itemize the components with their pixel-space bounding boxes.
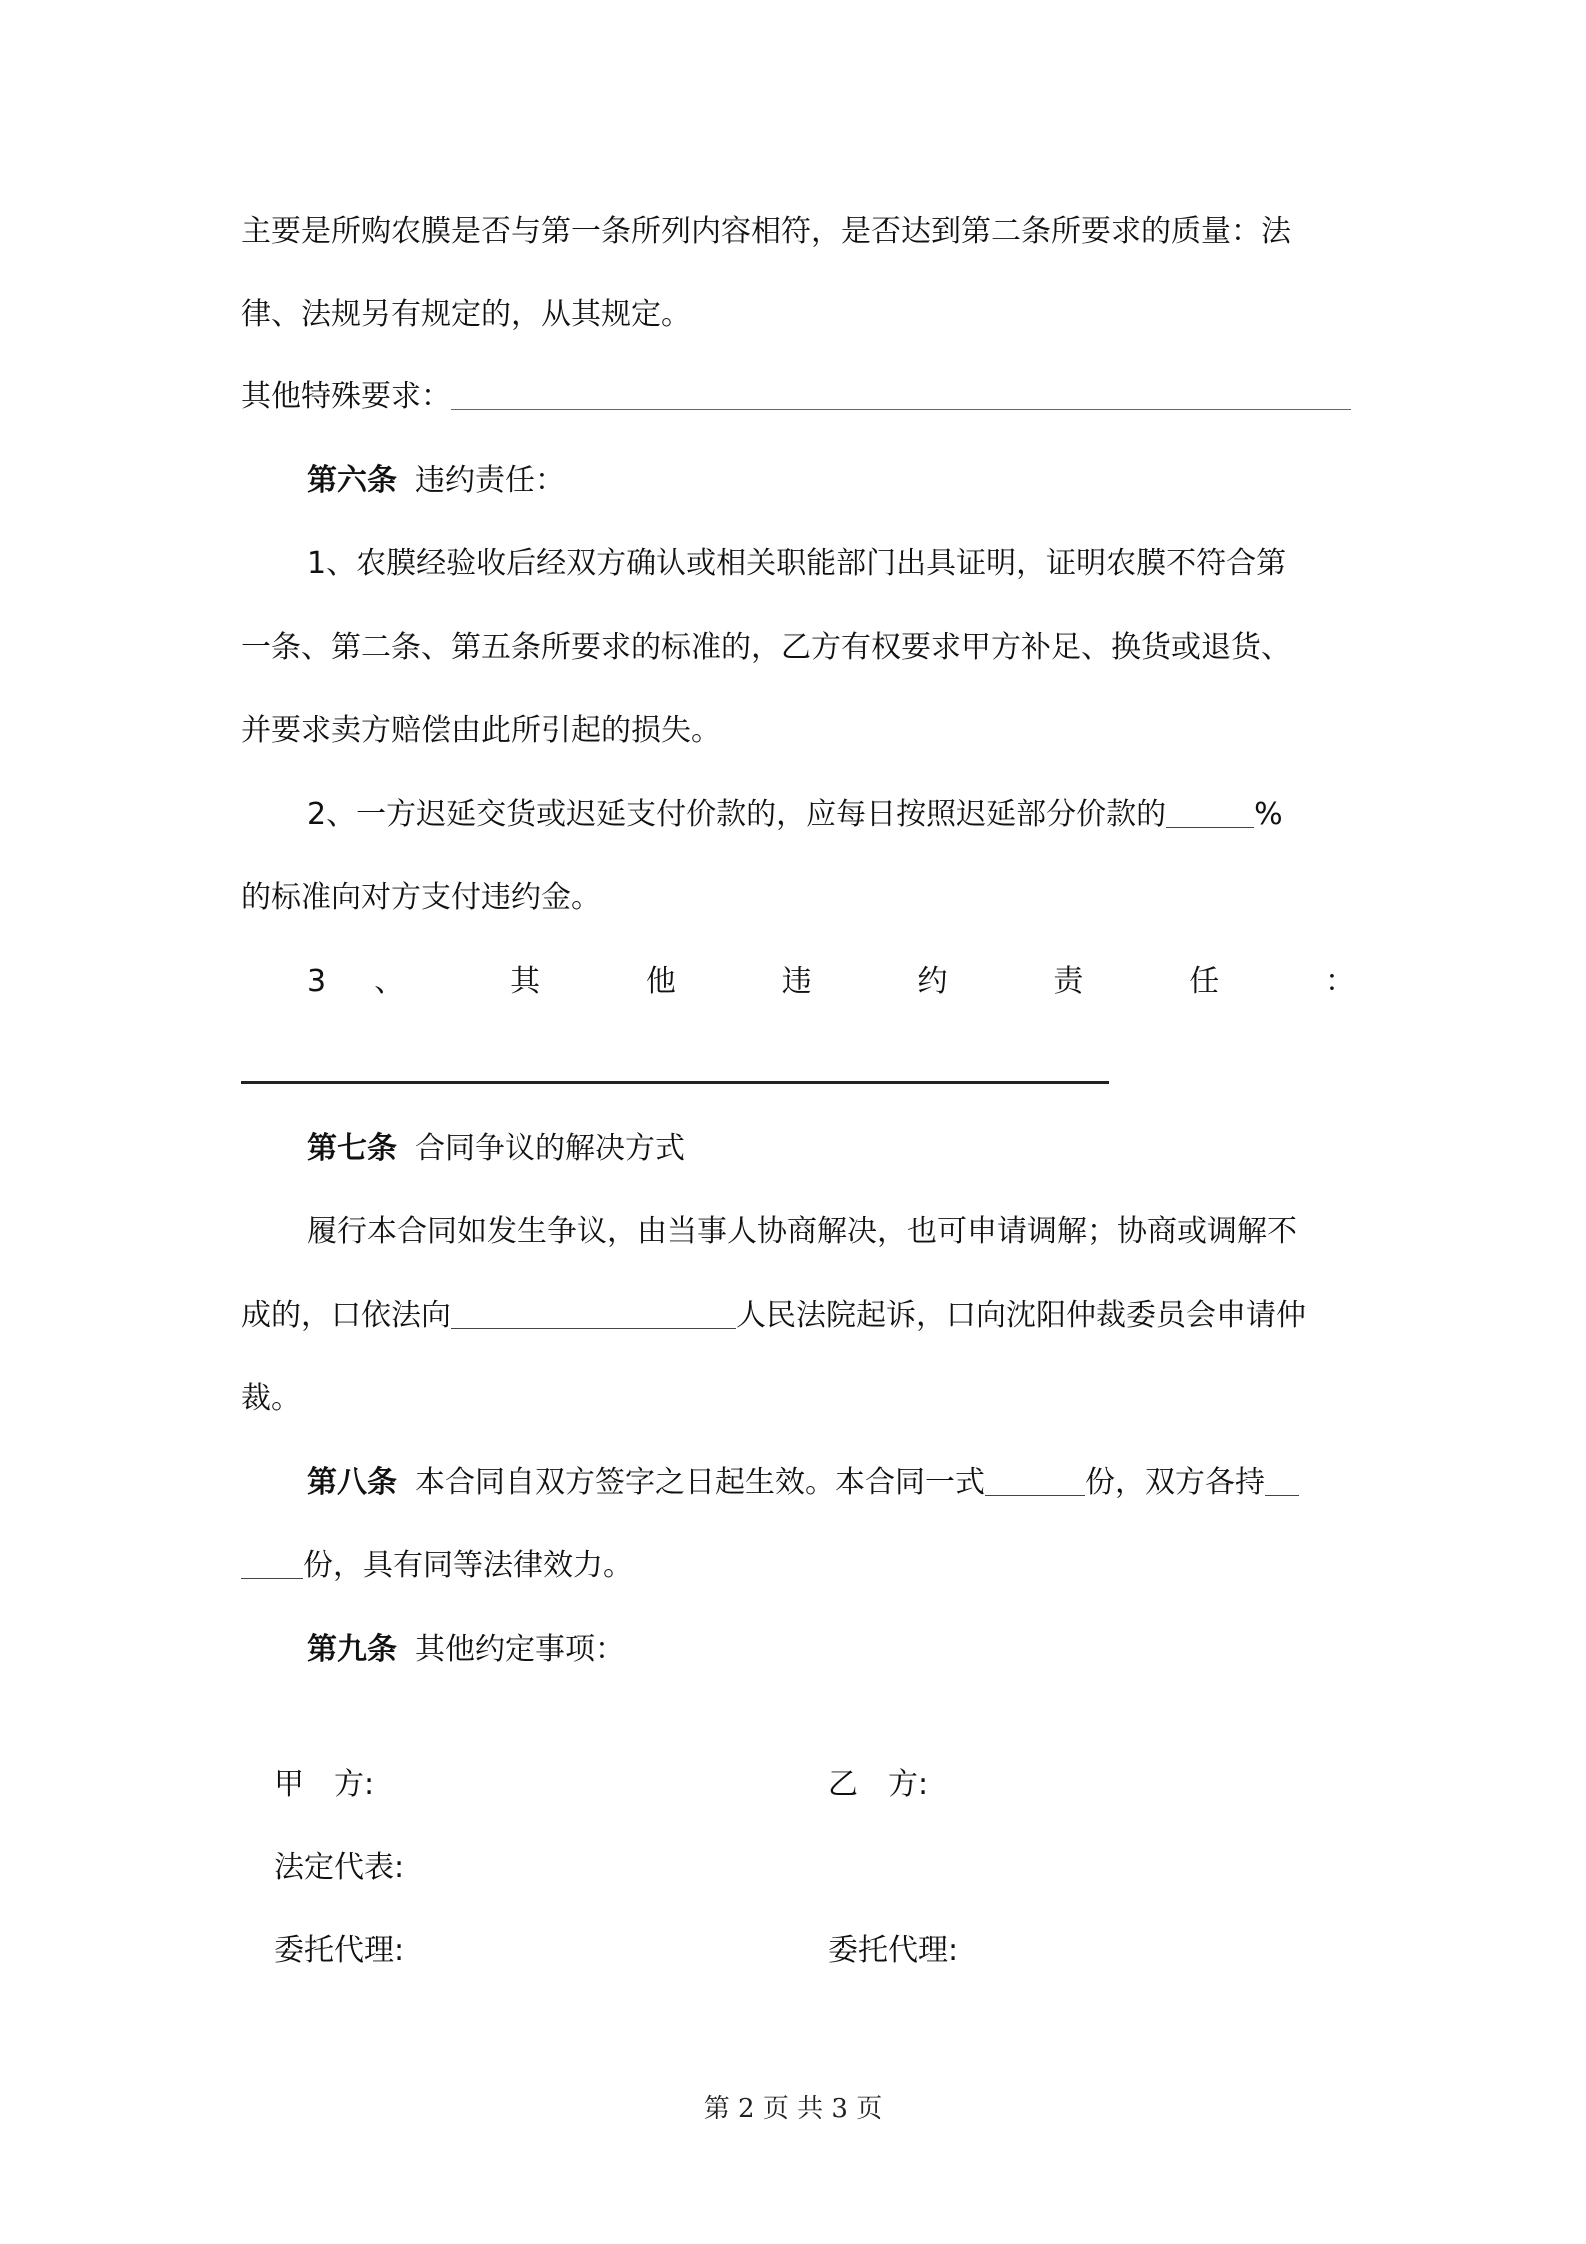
court-blank [451,1298,736,1329]
item3-char: 任 [1189,964,1268,999]
paragraph-line: 裁。 [241,1381,301,1416]
item3-char: 违 [781,964,860,999]
article-8-line-2 [241,1546,1355,1586]
penalty-rate-line [307,795,1355,835]
page-number: 第 2 页 共 3 页 [703,2094,883,2124]
item3-char: ： [1325,964,1356,999]
article-8-line [307,1463,1355,1503]
paragraph-line: 律、法规另有规定的，从其规定。 [241,297,691,332]
article-6-title: 违约责任： [415,463,565,498]
article-7-number: 第七条 [307,1131,397,1166]
article-8-text-a: 本合同自双方签字之日起生效。本合同一式 [415,1465,985,1500]
paragraph-line: 主要是所购农膜是否与第一条所列内容相符，是否达到第二条所要求的质量：法 [241,214,1291,249]
item3-char: 其 [510,964,589,999]
copies-each-blank [1265,1465,1299,1496]
item3-char: 他 [645,964,725,999]
other-liability-line [307,962,1355,1002]
copies-blank [985,1465,1085,1496]
article-6-number: 第六条 [307,463,397,498]
penalty-rate-blank [1166,797,1254,828]
legal-representative-label: 法定代表: [274,1850,405,1885]
item3-char: 3、 [307,964,453,999]
party-b-label: 乙 方: [828,1767,929,1802]
agent-b-label: 委托代理: [828,1933,959,1968]
article-9-heading [307,1630,1355,1670]
article-9-title: 其他约定事项： [415,1632,625,1667]
article-9-number: 第九条 [307,1632,397,1667]
court-text-a: 成的，口依法向 [241,1298,451,1333]
special-requirements-line [241,377,1355,417]
percent-sign: % [1254,797,1283,832]
agent-a-label: 委托代理: [274,1933,405,1968]
party-a-label: 甲 方: [274,1767,375,1802]
penalty-rate-text: 2、一方迟延交货或迟延支付价款的，应每日按照迟延部分价款的 [307,797,1167,832]
article-8-text-c: 份，具有同等法律效力。 [303,1548,633,1583]
article-8-number: 第八条 [307,1465,397,1500]
article-8-text-b: 份，双方各持 [1085,1465,1265,1500]
special-requirements-blank [451,379,1351,410]
paragraph-line: 履行本合同如发生争议，由当事人协商解决，也可申请调解；协商或调解不 [307,1214,1297,1249]
court-text-b: 人民法院起诉，口向沈阳仲裁委员会申请仲 [736,1298,1306,1333]
paragraph-line: 1、农膜经验收后经双方确认或相关职能部门出具证明，证明农膜不符合第 [307,546,1287,581]
paragraph-line: 一条、第二条、第五条所要求的标准的，乙方有权要求甲方补足、换货或退货、 [241,630,1291,665]
item3-char: 责 [1053,964,1132,999]
copies-each-blank-cont [241,1548,303,1579]
article-7-heading [307,1129,1355,1169]
item3-char: 约 [917,964,996,999]
paragraph-line: 的标准向对方支付违约金。 [241,880,601,915]
article-6-heading [307,461,1355,501]
special-requirements-label: 其他特殊要求： [241,379,451,414]
court-line [241,1296,1355,1336]
paragraph-line: 并要求卖方赔偿由此所引起的损失。 [241,713,721,748]
other-liability-blank [241,1081,1109,1084]
article-7-title: 合同争议的解决方式 [415,1131,685,1166]
